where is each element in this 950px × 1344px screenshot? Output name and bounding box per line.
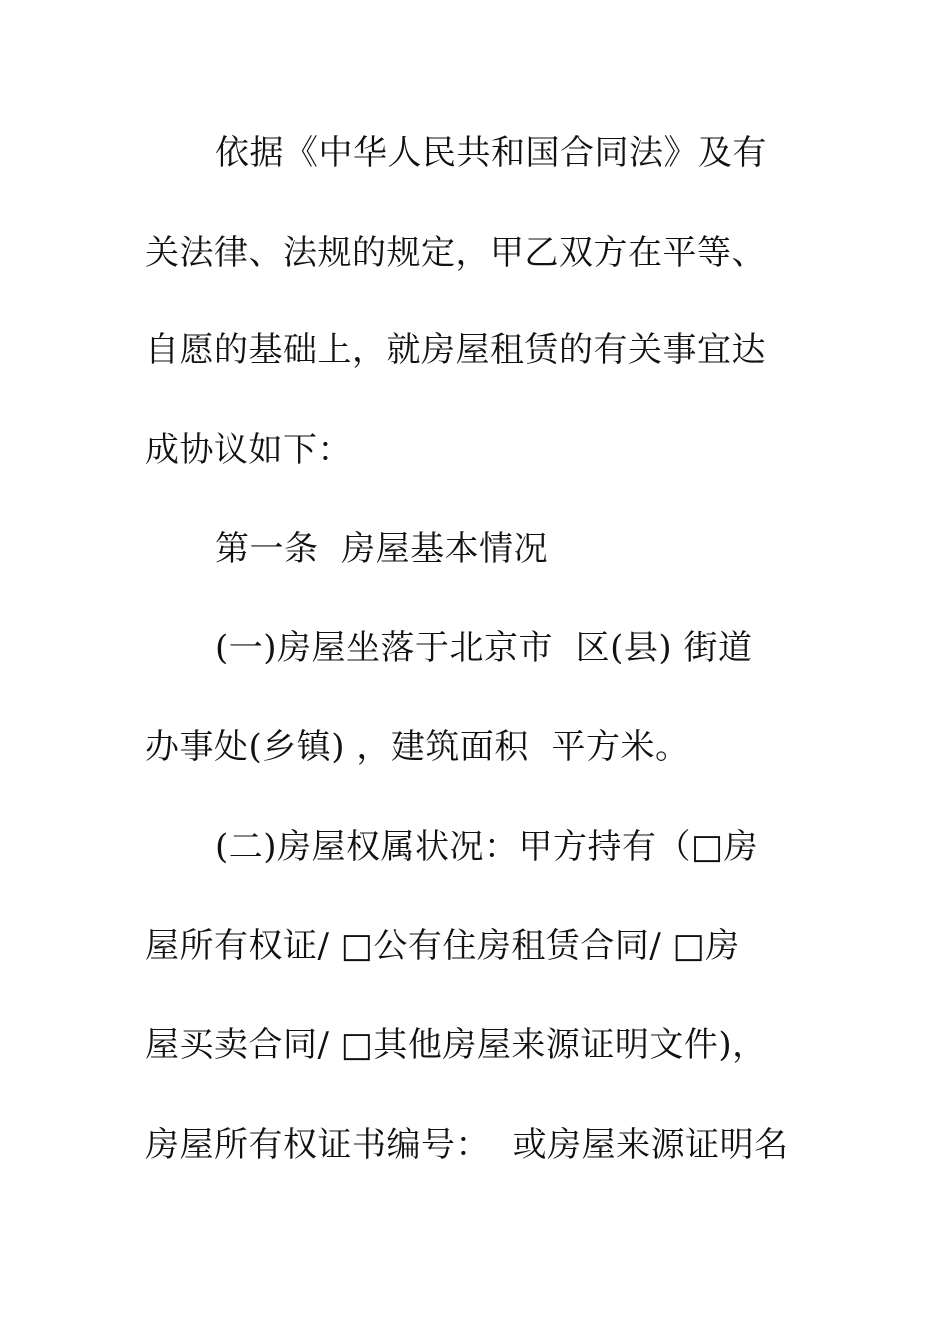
paragraph-line-7: (二)房屋权属状况：甲方持有（□房: [215, 827, 759, 867]
paragraph-line-2: 关法律、法规的规定，甲乙双方在平等、: [145, 233, 766, 273]
section-heading-article-1: 第一条 房屋基本情况: [215, 529, 549, 569]
paragraph-line-6: 办事处(乡镇) ，建筑面积 平方米。: [145, 727, 690, 767]
paragraph-line-8: 屋所有权证/ □公有住房租赁合同/ □房: [145, 926, 740, 966]
paragraph-line-5: (一)房屋坐落于北京市 区(县) 街道: [215, 628, 753, 668]
paragraph-line-3: 自愿的基础上，就房屋租赁的有关事宜达: [145, 330, 766, 370]
paragraph-line-9: 屋买卖合同/ □其他房屋来源证明文件)，: [145, 1025, 767, 1065]
paragraph-line-4: 成协议如下：: [145, 430, 352, 470]
paragraph-line-1: 依据《中华人民共和国合同法》及有: [215, 133, 767, 173]
paragraph-line-10: 房屋所有权证书编号： 或房屋来源证明名: [145, 1125, 789, 1165]
